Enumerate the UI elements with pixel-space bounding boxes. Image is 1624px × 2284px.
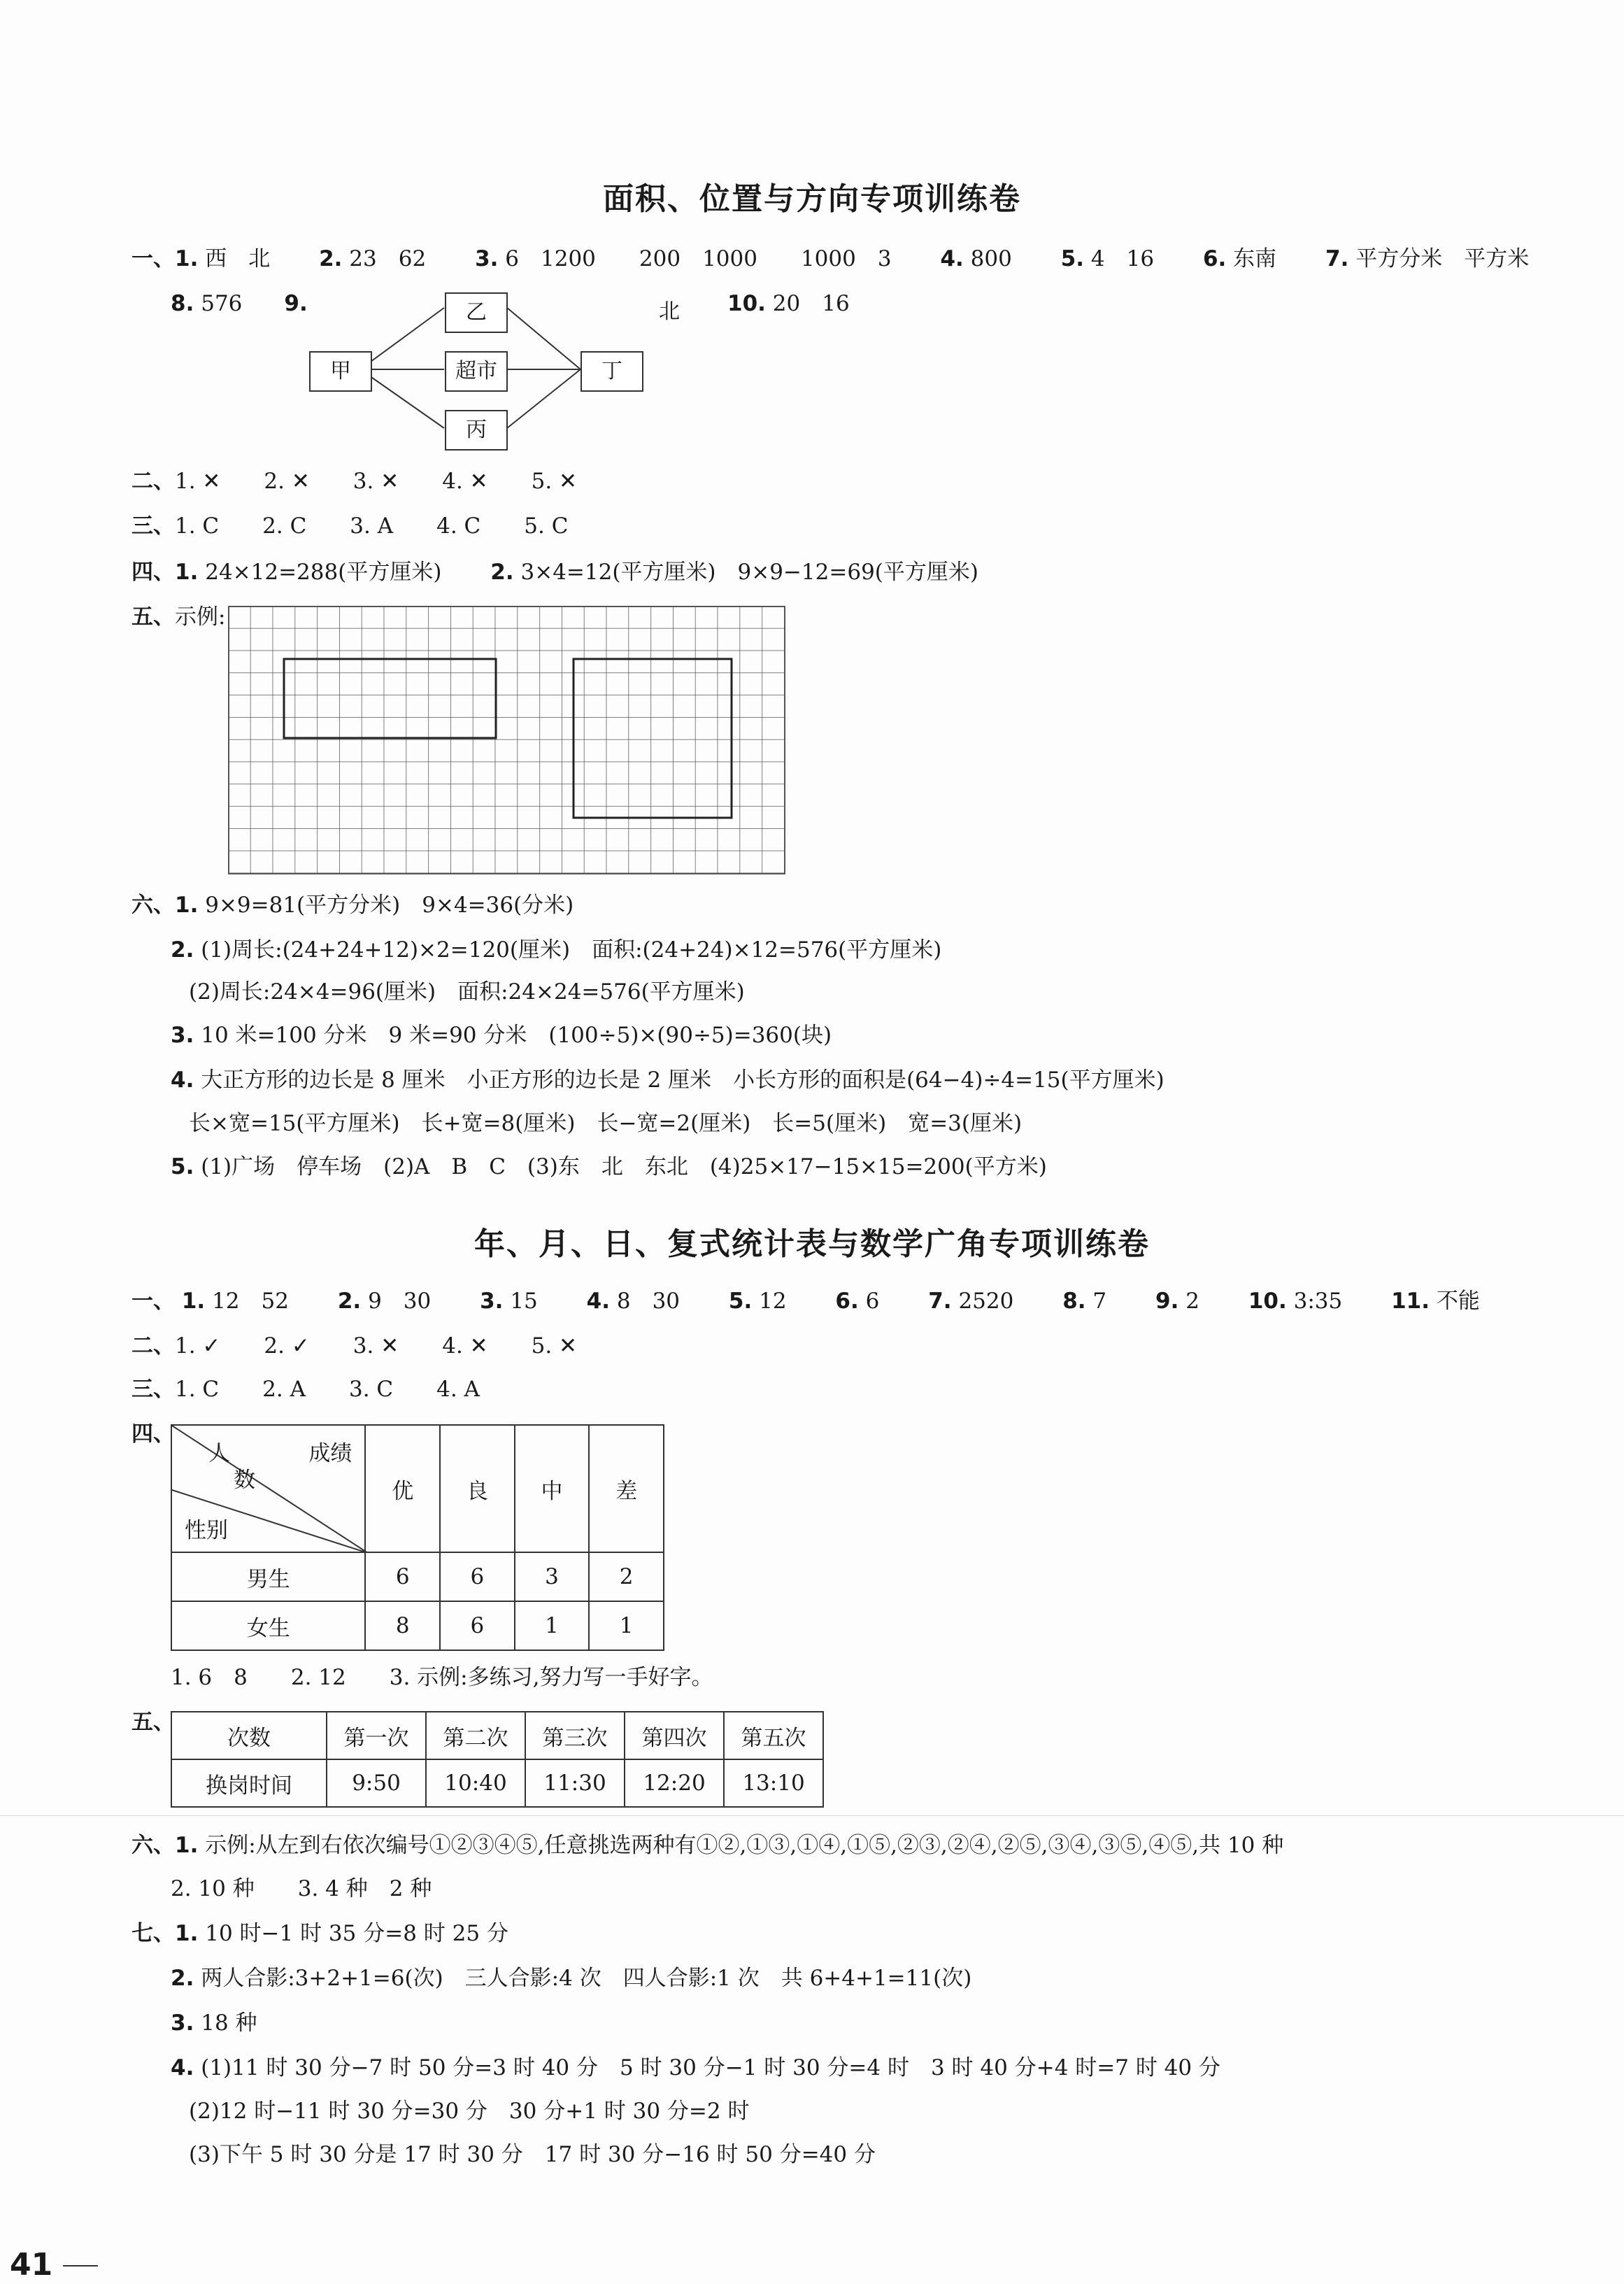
table-header: 良 — [440, 1425, 515, 1552]
s1-q1-line1: 一、1. 西 北 2. 23 62 3. 6 1200 200 1000 1000 3 4. 800 5. 4 16 6. 东南 7. 平方分米 平方米 — [131, 246, 1530, 271]
table-header: 中 — [515, 1425, 590, 1552]
s1-q6-line3: (2)周长:24×4=96(厘米) 面积:24×24=576(平方厘米) — [189, 979, 745, 1005]
s1-q6-line2: 2. (1)周长:(24+24+12)×2=120(厘米) 面积:(24+24)×12=576(平方厘米) — [171, 937, 942, 963]
s2-q2-line: 二、1. ✓ 2. ✓ 3. ✕ 4. ✕ 5. ✕ — [131, 1333, 578, 1359]
s1-q6-line5: 4. 大正方形的边长是 8 厘米 小正方形的边长是 2 厘米 小长方形的面积是(64−4)÷4=15(平方厘米) — [171, 1067, 1164, 1093]
s2-q7-line1: 七、1. 10 时−1 时 35 分=8 时 25 分 — [131, 1921, 508, 1946]
s2-q7-line2: 2. 两人合影:3+2+1=6(次) 三人合影:4 次 四人合影:1 次 共 6+4+1=11(次) — [171, 1966, 972, 1991]
shift-table — [171, 1711, 824, 1808]
table-row: 女生 8 6 1 1 — [171, 1601, 664, 1650]
s1-q1-answer10: 10. 20 16 — [727, 291, 850, 316]
section-title-area: 面积、位置与方向专项训练卷 — [603, 181, 1021, 217]
section-title-stats: 年、月、日、复式统计表与数学广角专项训练卷 — [474, 1226, 1150, 1262]
diagram-node-left: 甲 — [309, 351, 372, 392]
table-row: 换岗时间 9:50 10:40 11:30 12:20 13:10 — [171, 1759, 823, 1807]
diagram-node-bottom: 丙 — [445, 410, 508, 451]
s1-q6-line1: 六、1. 9×9=81(平方分米) 9×4=36(分米) — [131, 893, 574, 918]
s1-q2-line: 二、1. ✕ 2. ✕ 3. ✕ 4. ✕ 5. ✕ — [131, 469, 578, 494]
s2-q4-answers: 1. 6 8 2. 12 3. 示例:多练习,努力写一手好字。 — [171, 1665, 713, 1690]
s1-q6-line6: 长×宽=15(平方厘米) 长+宽=8(厘米) 长−宽=2(厘米) 长=5(厘米) 宽=3(厘米) — [189, 1111, 1023, 1136]
table-corner-cell: 成绩 人 数 性别 — [171, 1425, 365, 1552]
s1-q6-line4: 3. 10 米=100 分米 9 米=90 分米 (100÷5)×(90÷5)=360(块) — [171, 1023, 832, 1048]
s2-q4-head: 四、 — [131, 1421, 175, 1447]
page-number: 41 — [10, 2247, 53, 2283]
stats-table — [171, 1424, 664, 1651]
table-row: 男生 6 6 3 2 — [171, 1552, 664, 1601]
s2-q6-line2: 2. 10 种 3. 4 种 2 种 — [171, 1876, 432, 1901]
s2-q6-line1: 六、1. 示例:从左到右依次编号①②③④⑤,任意挑选两种有①②,①③,①④,①⑤,②③,②④,②⑤,③④,③⑤,④⑤,共 10 种 — [131, 1833, 1284, 1858]
s1-q6-line7: 5. (1)广场 停车场 (2)A B C (3)东 北 东北 (4)25×17−15×15=200(平方米) — [171, 1154, 1047, 1179]
diagram-node-top: 乙 — [445, 292, 508, 333]
table-row: 次数 第一次 第二次 第三次 第四次 第五次 — [171, 1712, 823, 1759]
area-grid — [228, 606, 786, 876]
table-header: 优 — [365, 1425, 440, 1552]
s2-q5-head: 五、 — [131, 1710, 175, 1735]
s1-q3-line: 三、1. C 2. C 3. A 4. C 5. C — [131, 513, 569, 539]
table-header: 差 — [589, 1425, 664, 1552]
s2-q7-line5: (2)12 时−11 时 30 分=30 分 30 分+1 时 30 分=2 时 — [189, 2099, 750, 2124]
s1-q1-line2: 8. 576 9. — [171, 291, 308, 316]
s2-q1-line: 一、 1. 12 52 2. 9 30 3. 15 4. 8 30 5. 12 6. 6 7. 2520 8. 7 9. 2 10. 3:35 11. 不能 — [131, 1289, 1480, 1314]
page-number-rule — [63, 2265, 98, 2267]
s2-q7-line3: 3. 18 种 — [171, 2010, 257, 2036]
diagram-node-right: 丁 — [580, 351, 643, 392]
north-arrow-label: 北 — [659, 299, 680, 324]
s2-q7-line6: (3)下午 5 时 30 分是 17 时 30 分 17 时 30 分−16 时 50 分=40 分 — [189, 2142, 876, 2167]
s2-q3-line: 三、1. C 2. A 3. C 4. A — [131, 1377, 480, 1402]
s2-q7-line4: 4. (1)11 时 30 分−7 时 50 分=3 时 40 分 5 时 30 分−1 时 30 分=4 时 3 时 40 分+4 时=7 时 40 分 — [171, 2055, 1220, 2080]
diagram-node-center: 超市 — [445, 351, 508, 392]
s1-q4-line: 四、1. 24×12=288(平方厘米) 2. 3×4=12(平方厘米) 9×9−12=69(平方厘米) — [131, 560, 978, 585]
divider — [0, 1815, 1624, 1816]
s1-q5-line: 五、示例: — [131, 604, 226, 630]
